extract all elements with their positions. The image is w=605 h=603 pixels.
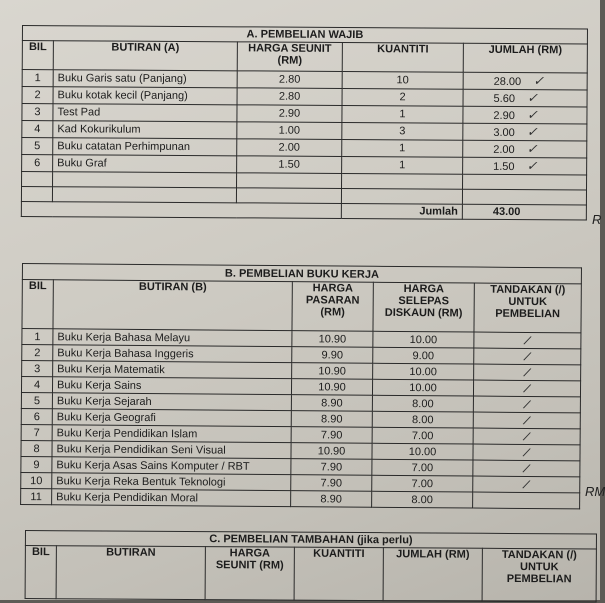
slash-mark-icon: / — [522, 380, 532, 397]
row-item: Buku Kerja Reka Bentuk Teknologi — [52, 473, 291, 491]
row-qty: 1 — [342, 156, 463, 174]
row-market-price: 10.90 — [292, 363, 373, 380]
section-a-title: A. PEMBELIAN WAJIB — [22, 26, 587, 44]
checkmark-icon: ✓ — [533, 73, 545, 89]
slash-mark-icon: / — [522, 412, 531, 429]
header-jumlah: JUMLAH (RM) — [463, 43, 587, 73]
header-bil: BIL — [25, 546, 56, 599]
row-discount-price: 10.00 — [372, 379, 473, 396]
row-market-price: 7.90 — [291, 459, 372, 476]
header-kuantiti: KUANTITI — [342, 42, 463, 72]
row-discount-price: 10.00 — [373, 363, 474, 380]
row-total: 2.90 — [493, 109, 515, 123]
row-mark-cell — [473, 428, 580, 445]
row-item: Buku Kerja Pendidikan Moral — [52, 489, 291, 507]
row-item: Test Pad — [53, 104, 237, 122]
row-bil: 10 — [21, 472, 52, 488]
row-bil: 5 — [22, 138, 53, 155]
row-total: 2.00 — [493, 143, 515, 157]
checkmark-icon: ✓ — [526, 124, 538, 140]
header-tandakan: TANDAKAN (/) UNTUK PEMBELIAN — [474, 283, 581, 333]
row-discount-price: 8.00 — [372, 411, 473, 428]
slash-mark-icon: / — [522, 396, 531, 413]
header-harga-seunit: HARGA SEUNIT (RM) — [237, 42, 342, 72]
row-qty: 3 — [342, 122, 463, 140]
row-qty: 1 — [342, 105, 463, 123]
row-bil: 1 — [22, 70, 53, 87]
row-discount-price: 8.00 — [372, 395, 473, 412]
slash-mark-icon: / — [522, 460, 531, 477]
row-market-price: 7.90 — [291, 427, 372, 444]
handwritten-note-right: R — [592, 212, 602, 227]
row-total-cell — [463, 140, 587, 158]
header-jumlah: JUMLAH (RM) — [383, 548, 482, 602]
row-discount-price: 7.00 — [372, 459, 473, 476]
slash-mark-icon: / — [522, 428, 531, 445]
row-item: Buku Kerja Asas Sains Komputer / RBT — [52, 457, 291, 475]
row-bil: 2 — [22, 345, 53, 361]
row-qty: 10 — [342, 71, 463, 89]
row-item: Buku Kerja Pendidikan Seni Visual — [52, 441, 291, 459]
header-butiran: BUTIRAN (B) — [53, 280, 292, 331]
row-mark-cell — [473, 460, 580, 477]
row-item: Buku Graf — [53, 155, 237, 173]
checkmark-icon: ✓ — [526, 107, 538, 123]
row-item: Buku catatan Perhimpunan — [53, 138, 237, 156]
row-market-price: 9.90 — [292, 347, 373, 364]
row-item: Buku Kerja Geografi — [52, 409, 291, 427]
row-mark-cell — [473, 444, 580, 461]
checkmark-icon: ✓ — [526, 141, 538, 157]
row-discount-price: 9.00 — [373, 347, 474, 364]
row-discount-price: 10.00 — [373, 331, 474, 348]
row-discount-price: 7.00 — [372, 475, 473, 492]
row-bil: 9 — [21, 456, 52, 472]
checkmark-icon: ✓ — [526, 158, 538, 174]
row-mark-cell — [474, 348, 581, 365]
row-bil: 3 — [22, 361, 53, 377]
row-total: 5.60 — [493, 92, 516, 106]
row-mark-cell — [474, 364, 581, 381]
slash-mark-icon: / — [522, 444, 531, 461]
row-item: Buku Kerja Bahasa Inggeris — [53, 345, 292, 363]
row-market-price: 10.90 — [292, 331, 373, 348]
row-item: Buku Kerja Sejarah — [52, 393, 291, 411]
row-total-cell — [463, 123, 587, 141]
row-total: 3.00 — [493, 126, 515, 140]
header-harga-pasaran: HARGA PASARAN (RM) — [292, 282, 373, 332]
header-bil: BIL — [22, 41, 53, 70]
section-b-title: B. PEMBELIAN BUKU KERJA — [22, 264, 581, 284]
row-price: 2.90 — [237, 105, 342, 123]
row-item: Buku Kerja Bahasa Melayu — [53, 329, 292, 347]
row-discount-price: 10.00 — [372, 443, 473, 460]
header-harga-diskaun: HARGA SELEPAS DISKAUN (RM) — [373, 282, 474, 332]
row-bil: 4 — [21, 377, 52, 393]
row-bil: 2 — [22, 87, 53, 104]
table-pembelian-tambahan — [25, 530, 597, 602]
row-price: 1.50 — [237, 156, 342, 174]
handwritten-note-rm: RM — [585, 484, 605, 499]
row-price: 2.80 — [237, 71, 342, 89]
row-market-price: 10.90 — [291, 379, 372, 396]
total-label: Jumlah — [341, 203, 462, 219]
row-mark-cell — [473, 380, 580, 397]
row-total-cell — [463, 89, 587, 107]
table-pembelian-wajib — [21, 25, 588, 220]
row-bil: 5 — [21, 392, 52, 408]
row-bil: 4 — [22, 121, 53, 138]
row-mark-cell — [473, 492, 580, 509]
row-bil: 6 — [22, 155, 53, 172]
slash-mark-icon: / — [523, 332, 532, 349]
row-market-price: 10.90 — [291, 443, 372, 460]
row-bil: 6 — [21, 408, 52, 424]
slash-mark-icon: / — [523, 364, 532, 381]
header-butiran: BUTIRAN — [56, 546, 205, 600]
row-market-price: 7.90 — [291, 475, 372, 492]
header-kuantiti: KUANTITI — [294, 547, 383, 601]
row-total: 1.50 — [493, 160, 515, 174]
row-price: 2.00 — [237, 139, 342, 157]
checkmark-icon: ✓ — [526, 90, 538, 106]
total-value: 43.00 — [462, 204, 586, 220]
row-total-cell — [463, 157, 587, 175]
row-market-price: 8.90 — [291, 411, 372, 428]
row-bil: 3 — [22, 104, 53, 121]
slash-mark-icon: / — [523, 348, 532, 365]
section-c-title: C. PEMBELIAN TAMBAHAN (jika perlu) — [25, 531, 596, 549]
row-item: Buku Kerja Pendidikan Islam — [52, 425, 291, 443]
slash-mark-icon: / — [522, 476, 531, 493]
header-harga-seunit: HARGA SEUNIT (RM) — [205, 547, 294, 601]
row-mark-cell — [473, 412, 580, 429]
row-bil: 7 — [21, 424, 52, 440]
row-qty: 1 — [342, 139, 463, 157]
header-tandakan: TANDAKAN (/) UNTUK PEMBELIAN — [482, 548, 596, 602]
table-row — [21, 488, 580, 508]
row-price: 1.00 — [237, 122, 342, 140]
row-item: Kad Kokurikulum — [53, 121, 237, 139]
row-bil: 11 — [21, 488, 52, 504]
row-total-cell — [463, 106, 587, 124]
header-bil: BIL — [22, 280, 53, 329]
row-bil: 1 — [22, 329, 53, 345]
row-market-price: 8.90 — [291, 491, 372, 508]
header-butiran: BUTIRAN (A) — [53, 41, 237, 71]
row-item: Buku Garis satu (Panjang) — [53, 70, 237, 88]
row-mark-cell — [474, 332, 581, 349]
row-item: Buku kotak kecil (Panjang) — [53, 87, 237, 105]
row-item: Buku Kerja Matematik — [53, 361, 292, 379]
row-price: 2.80 — [237, 88, 342, 106]
row-total-cell — [463, 72, 587, 90]
row-market-price: 8.90 — [291, 395, 372, 412]
row-mark-cell — [473, 476, 580, 493]
row-discount-price: 8.00 — [372, 491, 473, 508]
row-total: 28.00 — [493, 75, 522, 89]
row-qty: 2 — [342, 88, 463, 106]
row-item: Buku Kerja Sains — [52, 377, 291, 395]
row-mark-cell — [473, 396, 580, 413]
table-pembelian-buku-kerja — [20, 263, 582, 509]
row-bil: 8 — [21, 440, 52, 456]
row-discount-price: 7.00 — [372, 427, 473, 444]
